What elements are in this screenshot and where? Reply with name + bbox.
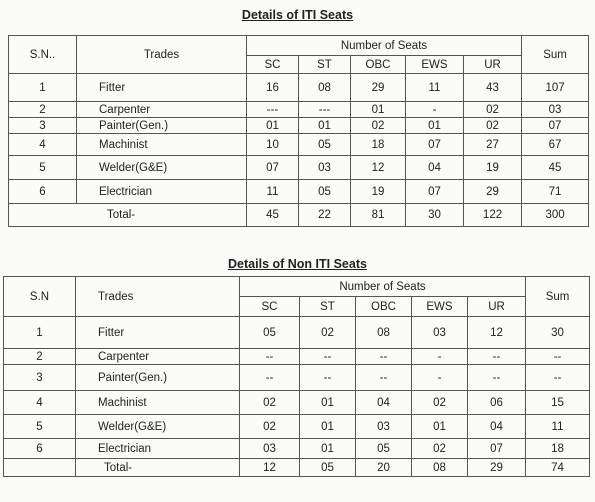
obc-header: OBC	[351, 56, 406, 74]
trade-cell: Machinist	[77, 134, 247, 156]
st-cell: --	[300, 365, 356, 391]
trade-cell: Fitter	[76, 317, 240, 349]
sn-cell: 4	[9, 134, 77, 156]
ur-cell: 43	[464, 74, 522, 102]
ews-cell: 02	[412, 391, 468, 415]
trade-cell: Painter(Gen.)	[77, 118, 247, 134]
ur-header: UR	[464, 56, 522, 74]
st-cell: ---	[299, 102, 351, 118]
ews-cell: 01	[406, 118, 464, 134]
sc-cell: 12	[240, 459, 300, 477]
ews-cell: 03	[412, 317, 468, 349]
obc-cell: --	[356, 349, 412, 365]
ews-cell: 01	[412, 415, 468, 439]
sn-cell: 4	[4, 391, 76, 415]
sn-cell: 5	[9, 156, 77, 180]
ur-cell: 29	[464, 180, 522, 204]
obc-cell: 81	[351, 204, 406, 227]
st-cell: --	[300, 349, 356, 365]
sn-header: S.N	[4, 277, 76, 317]
ews-header: EWS	[412, 297, 468, 317]
ews-cell: 07	[406, 180, 464, 204]
sc-cell: 16	[247, 74, 299, 102]
sum-cell: 11	[526, 415, 590, 439]
trade-cell: Machinist	[76, 391, 240, 415]
ews-cell: 08	[412, 459, 468, 477]
ews-cell: 07	[406, 134, 464, 156]
table-row	[9, 102, 589, 118]
sc-cell: 05	[240, 317, 300, 349]
sn-cell: 6	[4, 439, 76, 459]
total-label: Total-	[76, 459, 240, 477]
table-row	[4, 439, 590, 459]
ews-cell: -	[412, 365, 468, 391]
ur-cell: 07	[468, 439, 526, 459]
sum-cell: --	[526, 349, 590, 365]
sc-cell: 10	[247, 134, 299, 156]
st-cell: 05	[300, 459, 356, 477]
sc-header: SC	[240, 297, 300, 317]
ur-cell: 06	[468, 391, 526, 415]
ews-cell: 04	[406, 156, 464, 180]
sn-cell: 5	[4, 415, 76, 439]
ews-header: EWS	[406, 56, 464, 74]
table-row	[4, 365, 590, 391]
sc-cell: --	[240, 365, 300, 391]
sc-cell: ---	[247, 102, 299, 118]
obc-cell: 05	[356, 439, 412, 459]
sc-cell: 03	[240, 439, 300, 459]
sum-cell: 71	[522, 180, 589, 204]
sum-cell: 67	[522, 134, 589, 156]
trade-cell: Welder(G&E)	[76, 415, 240, 439]
ur-cell: 04	[468, 415, 526, 439]
sum-cell: 03	[522, 102, 589, 118]
sn-cell: 3	[9, 118, 77, 134]
ews-cell: 02	[412, 439, 468, 459]
st-cell: 03	[299, 156, 351, 180]
obc-cell: 20	[356, 459, 412, 477]
sc-cell: 07	[247, 156, 299, 180]
sum-header: Sum	[526, 277, 590, 317]
st-cell: 08	[299, 74, 351, 102]
sum-header: Sum	[522, 36, 589, 74]
table-row	[9, 156, 589, 180]
sum-cell: 18	[526, 439, 590, 459]
obc-cell: --	[356, 365, 412, 391]
obc-header: OBC	[356, 297, 412, 317]
sc-header: SC	[247, 56, 299, 74]
st-cell: 01	[300, 439, 356, 459]
trades-header: Trades	[77, 36, 247, 74]
sn-header: S.N..	[9, 36, 77, 74]
table-row	[4, 391, 590, 415]
ur-cell: 12	[468, 317, 526, 349]
table-row	[4, 349, 590, 365]
obc-cell: 12	[351, 156, 406, 180]
sum-cell: --	[526, 365, 590, 391]
sn-cell: 6	[9, 180, 77, 204]
sc-cell: 02	[240, 415, 300, 439]
st-header: ST	[299, 56, 351, 74]
sc-cell: 45	[247, 204, 299, 227]
obc-cell: 29	[351, 74, 406, 102]
ur-cell: --	[468, 349, 526, 365]
trade-cell: Electrician	[76, 439, 240, 459]
obc-cell: 02	[351, 118, 406, 134]
total-row	[9, 204, 589, 227]
number-of-seats-header: Number of Seats	[247, 36, 522, 56]
sum-cell: 107	[522, 74, 589, 102]
ur-cell: 122	[464, 204, 522, 227]
sn-cell: 2	[9, 102, 77, 118]
st-header: ST	[300, 297, 356, 317]
trade-cell: Carpenter	[77, 102, 247, 118]
sum-cell: 74	[526, 459, 590, 477]
ews-cell: 30	[406, 204, 464, 227]
obc-cell: 04	[356, 391, 412, 415]
st-cell: 01	[299, 118, 351, 134]
total-label: Total-	[9, 204, 247, 227]
sc-cell: 01	[247, 118, 299, 134]
ews-cell: 11	[406, 74, 464, 102]
trade-cell: Fitter	[77, 74, 247, 102]
sn-cell	[4, 459, 76, 477]
iti-seats-table	[8, 35, 589, 227]
table-row	[9, 134, 589, 156]
sum-cell: 07	[522, 118, 589, 134]
trade-cell: Painter(Gen.)	[76, 365, 240, 391]
st-cell: 22	[299, 204, 351, 227]
sn-cell: 3	[4, 365, 76, 391]
trade-cell: Electrician	[77, 180, 247, 204]
sn-cell: 1	[4, 317, 76, 349]
ews-cell: -	[412, 349, 468, 365]
total-row	[4, 459, 590, 477]
st-cell: 02	[300, 317, 356, 349]
iti-seats-title: Details of ITI Seats	[241, 8, 354, 22]
st-cell: 01	[300, 391, 356, 415]
obc-cell: 01	[351, 102, 406, 118]
table-row	[9, 180, 589, 204]
non-iti-seats-title: Details of Non ITI Seats	[228, 257, 367, 271]
obc-cell: 19	[351, 180, 406, 204]
table-row	[4, 415, 590, 439]
obc-cell: 08	[356, 317, 412, 349]
obc-cell: 18	[351, 134, 406, 156]
trades-header: Trades	[76, 277, 240, 317]
ur-cell: 27	[464, 134, 522, 156]
st-cell: 05	[299, 134, 351, 156]
trade-cell: Welder(G&E)	[77, 156, 247, 180]
number-of-seats-header: Number of Seats	[240, 277, 526, 297]
ur-header: UR	[468, 297, 526, 317]
non-iti-seats-table	[3, 276, 590, 477]
ur-cell: --	[468, 365, 526, 391]
sum-cell: 300	[522, 204, 589, 227]
sum-cell: 15	[526, 391, 590, 415]
sum-cell: 45	[522, 156, 589, 180]
table-row	[4, 317, 590, 349]
trade-cell: Carpenter	[76, 349, 240, 365]
sc-cell: --	[240, 349, 300, 365]
st-cell: 05	[299, 180, 351, 204]
ews-cell: -	[406, 102, 464, 118]
table-row	[9, 74, 589, 102]
sc-cell: 11	[247, 180, 299, 204]
sc-cell: 02	[240, 391, 300, 415]
ur-cell: 29	[468, 459, 526, 477]
ur-cell: 02	[464, 118, 522, 134]
table-row	[9, 118, 589, 134]
sn-cell: 1	[9, 74, 77, 102]
obc-cell: 03	[356, 415, 412, 439]
sn-cell: 2	[4, 349, 76, 365]
sum-cell: 30	[526, 317, 590, 349]
st-cell: 01	[300, 415, 356, 439]
ur-cell: 19	[464, 156, 522, 180]
ur-cell: 02	[464, 102, 522, 118]
